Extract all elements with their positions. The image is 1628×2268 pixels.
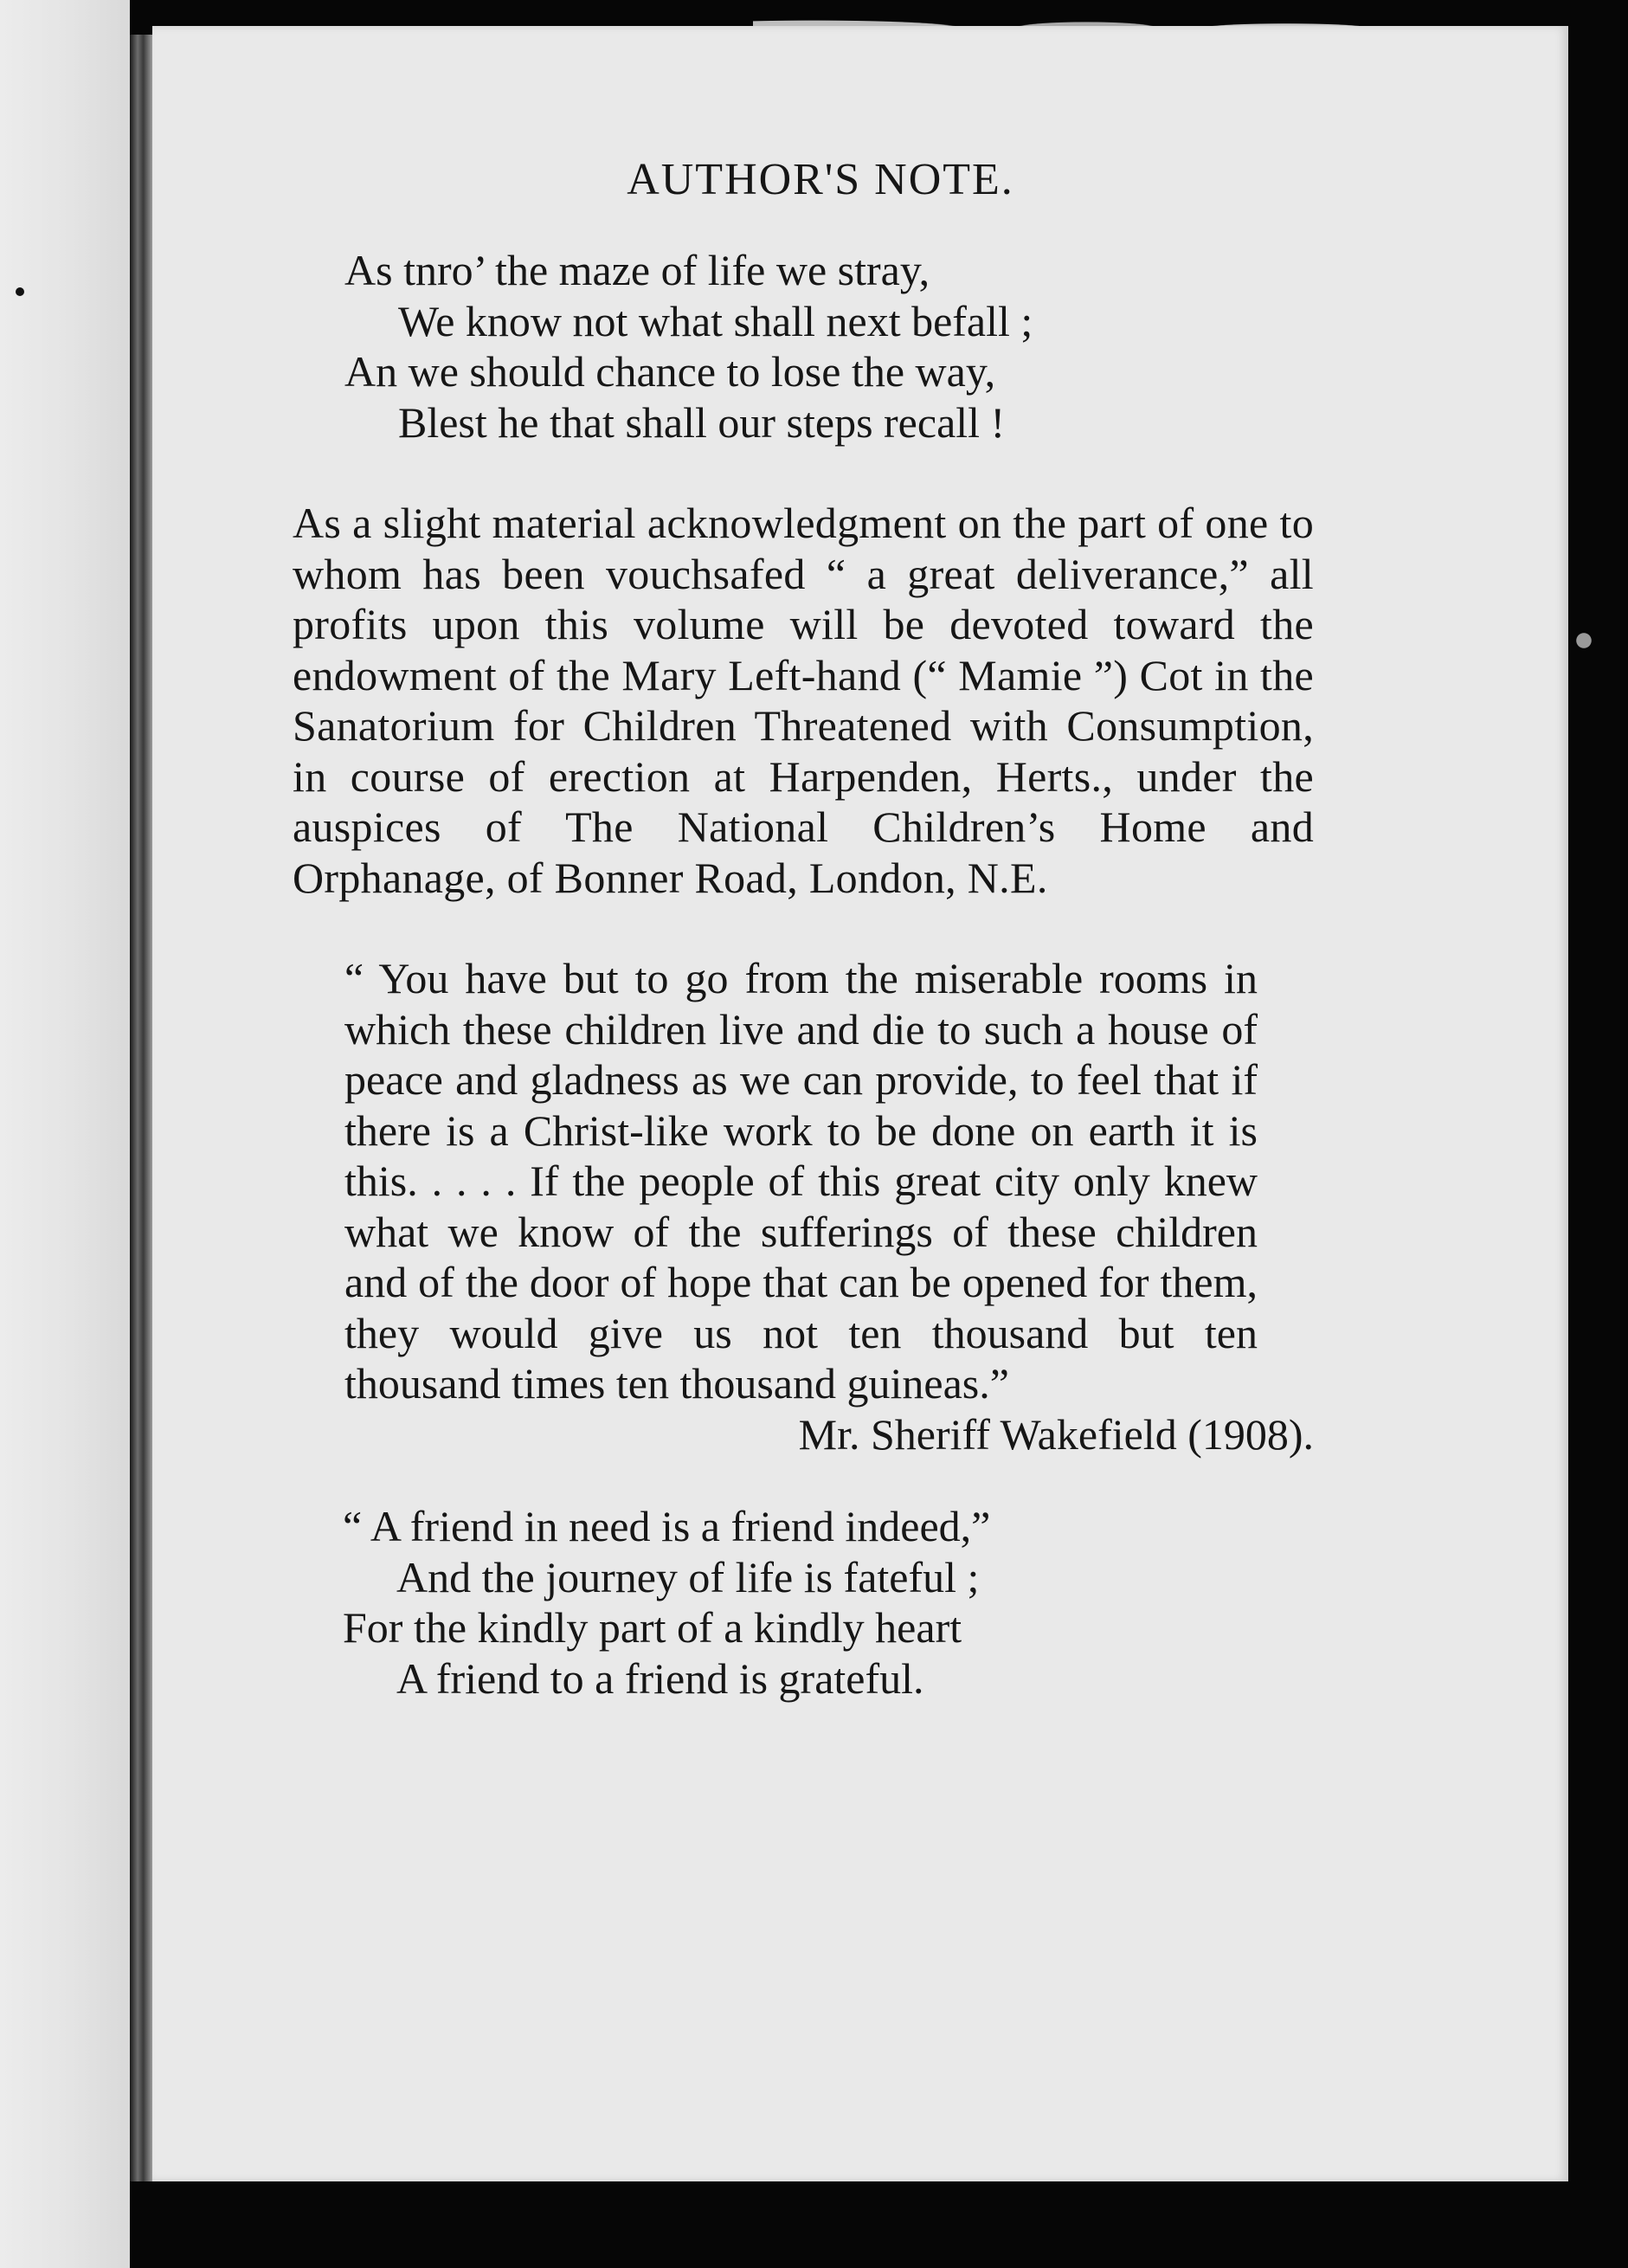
verse-line: “ A friend in need is a friend indeed,” — [343, 1502, 991, 1550]
dust-speck — [16, 287, 24, 296]
verse-line: And the journey of life is fateful ; — [396, 1552, 980, 1601]
verse-line: For the kindly part of a kindly heart — [343, 1603, 962, 1652]
verse-line: Blest he that shall our steps recall ! — [398, 397, 1006, 447]
margin-blemish — [1567, 623, 1601, 658]
facing-page-edge — [0, 0, 130, 2268]
page-text — [293, 151, 1314, 1704]
verse-line: An we should chance to lose the way, — [344, 347, 996, 396]
quote-attribution: Mr. Sheriff Wakefield (1908). — [798, 1409, 1314, 1459]
opening-verse — [293, 245, 1314, 448]
sheriff-quote: “ You have but to go from the miserable rooms in which these children live and die to such a house of peace and gladness as we can provide, to feel that if there is a Christ-like work to be done on earth it is this. . . . . If the people of this great city only knew what we know of the sufferings of these children and of the door of hope that can be opened for them, they would give us not ten thousand but ten thousand times ten thousand guineas.” — [344, 954, 1258, 1408]
verse-line: As tnro’ the maze of life we stray, — [344, 246, 930, 294]
verse-line: A friend to a friend is grateful. — [396, 1653, 924, 1703]
closing-verse — [293, 1501, 1314, 1704]
page-title: AUTHOR'S NOTE. — [627, 155, 1014, 204]
acknowledgment-paragraph: As a slight material acknowledgment on the part of one to whom has been vouchsafed “ a great deliverance,” all profits upon this volume will be devoted toward the endowment of the Mary Left-hand (“ Mamie ”) Cot in the Sanatorium for Children Threatened with Consumption, in course of erection at Harpenden, Herts., under the auspices of The National Children’s Home and Orphanage, of Bonner Road, London, N.E. — [293, 499, 1314, 902]
verse-line: We know not what shall next befall ; — [398, 296, 1033, 345]
torn-top-edge — [753, 0, 1359, 28]
binding-gutter — [130, 35, 152, 2181]
